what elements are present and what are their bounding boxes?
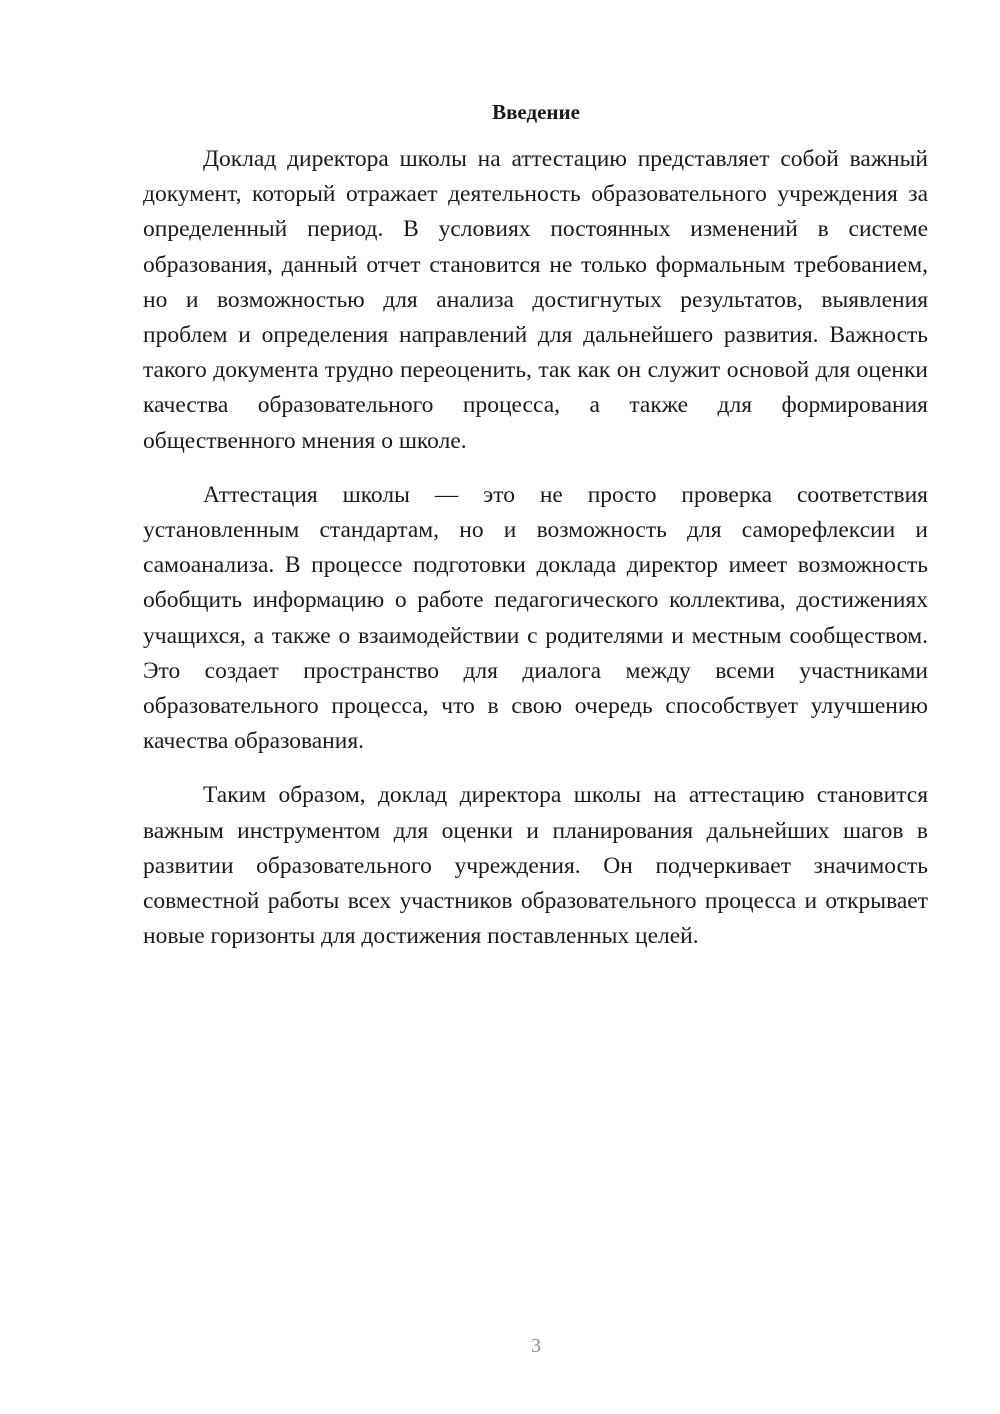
page-number: 3 bbox=[531, 1335, 541, 1357]
paragraph-1: Доклад директора школы на аттестацию представляет собой важный документ, который отражает деятельность образовательного учреждения за определенный период. В условиях постоянных изменений в системе образования, данный отчет становится не только формальным требованием, но и возможностью для анализа достигнутых результатов, выявления проблем и определения направлений для дальнейшего развития. Важность такого документа трудно переоценить, так как он служит основой для оценки качества образовательного процесса, а также для формирования общественного мнения о школе. bbox=[143, 146, 928, 454]
paragraph-3: Таким образом, доклад директора школы на аттестацию становится важным инструментом для оценки и планирования дальнейших шагов в развитии образовательного учреждения. Он подчеркивает значимость совместной работы всех участников образовательного процесса и открывает новые горизонты для достижения поставленных целей. bbox=[143, 782, 928, 950]
body-text bbox=[143, 142, 928, 973]
paragraph-2: Аттестация школы — это не просто проверка соответствия установленным стандартам, но и возможность для саморефлексии и самоанализа. В процессе подготовки доклада директор имеет возможность обобщить информацию о работе педагогического коллектива, достижениях учащихся, а также о взаимодействии с родителями и местным сообществом. Это создает пространство для диалога между всеми участниками образовательного процесса, что в свою очередь способствует улучшению качества образования. bbox=[143, 481, 928, 755]
section-heading: Введение bbox=[492, 100, 580, 124]
